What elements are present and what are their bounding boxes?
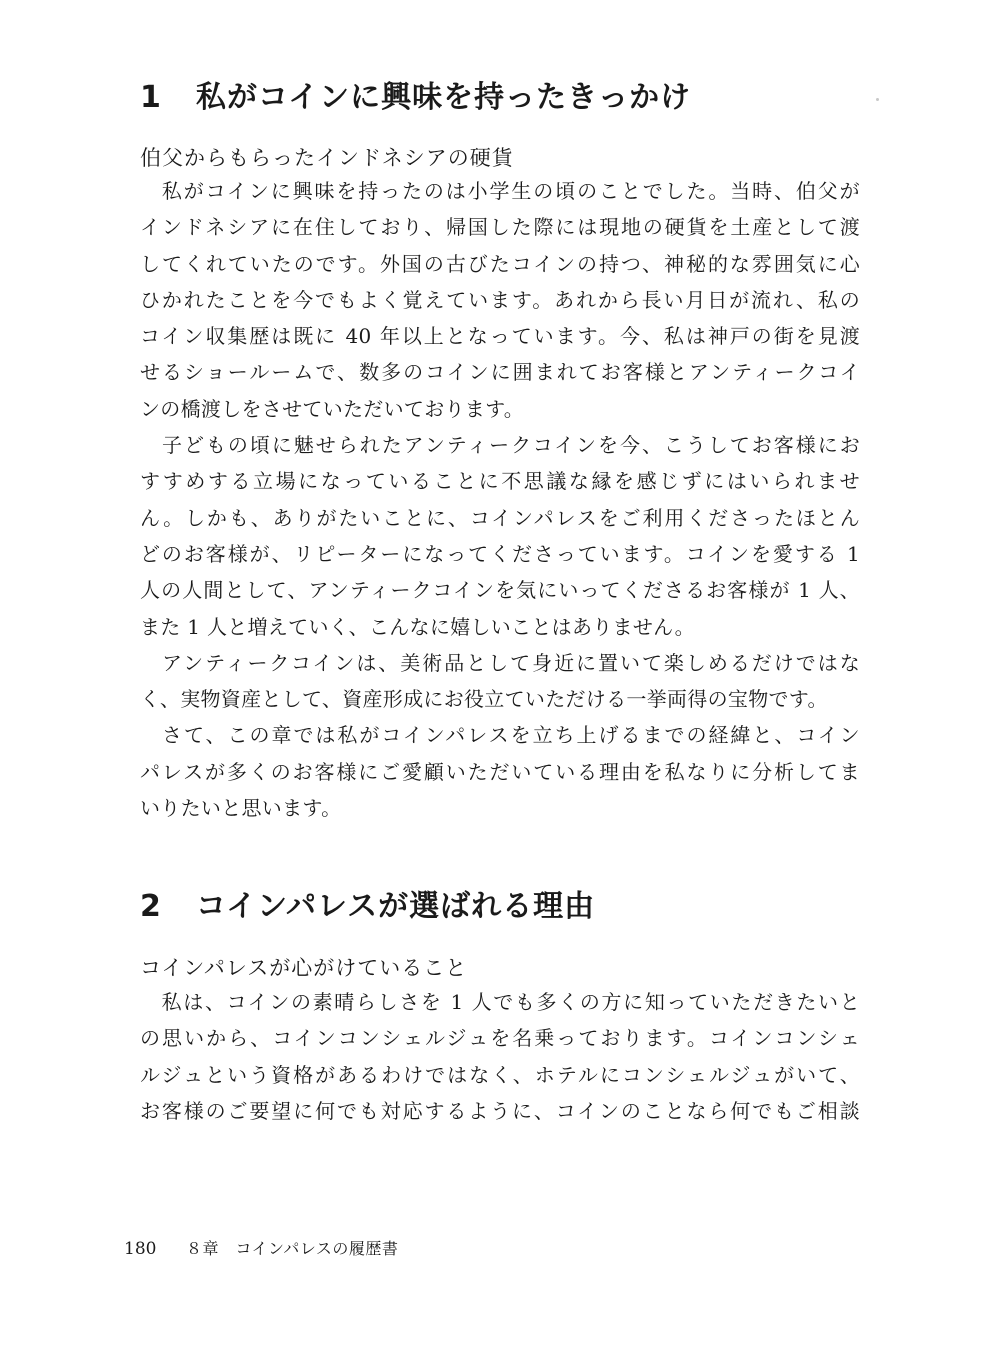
section-2-heading <box>140 887 595 927</box>
page-footer <box>124 1237 398 1261</box>
paragraph-line: ひかれたことを今でもよく覚えています。あれから長い月日が流れ、私の <box>140 287 860 312</box>
section-2-subheading: コインパレスが心がけていること <box>140 956 468 980</box>
page-number: 180 <box>124 1239 157 1259</box>
section-1-body <box>140 173 860 826</box>
paragraph-line: してくれていたのです。外国の古びたコインの持つ、神秘的な雰囲気に心 <box>140 251 860 276</box>
running-chapter-title: ８章 コインパレスの履歴書 <box>186 1239 399 1258</box>
paragraph-line: アンティークコインは、美術品として身近に置いて楽しめるだけではな <box>140 650 860 675</box>
paragraph-line: 人の人間として、アンティークコインを気にいってくださるお客様が 1 人、 <box>140 578 860 603</box>
paragraph-line: どのお客様が、リピーターになってくださっています。コインを愛する 1 <box>140 541 860 566</box>
scan-speck <box>876 98 879 101</box>
paragraph-line: すすめする立場になっていることに不思議な縁を感じずにはいられませ <box>140 469 860 494</box>
section-2-number: 2 <box>140 889 162 924</box>
paragraph-line: ンの橋渡しをさせていただいております。 <box>140 396 525 421</box>
paragraph-line: せるショールームで、数多のコインに囲まれてお客様とアンティークコイ <box>140 360 860 385</box>
section-1-title: 私がコインに興味を持ったきっかけ <box>196 80 692 115</box>
paragraph-line: 子どもの頃に魅せられたアンティークコインを今、こうしてお客様にお <box>140 433 860 458</box>
section-1-heading <box>140 78 691 118</box>
section-1-subheading: 伯父からもらったインドネシアの硬貨 <box>140 146 514 170</box>
paragraph-line: 私は、コインの素晴らしさを 1 人でも多くの方に知っていただきたいと <box>140 990 860 1014</box>
paragraph-line: パレスが多くのお客様にご愛顧いただいている理由を私なりに分析してま <box>140 759 860 784</box>
paragraph-line: お客様のご要望に何でも対応するように、コインのことなら何でもご相談 <box>140 1098 860 1123</box>
paragraph-line: 私がコインに興味を持ったのは小学生の頃のことでした。当時、伯父が <box>140 179 860 203</box>
section-2-body <box>140 984 860 1129</box>
section-1-number: 1 <box>140 80 162 115</box>
paragraph-line: ん。しかも、ありがたいことに、コインパレスをご利用くださったほとん <box>140 505 860 530</box>
paragraph-line: インドネシアに在住しており、帰国した際には現地の硬貨を土産として渡 <box>140 215 860 240</box>
paragraph-line: さて、この章では私がコインパレスを立ち上げるまでの経緯と、コイン <box>140 723 860 748</box>
section-2-title: コインパレスが選ばれる理由 <box>196 889 596 924</box>
paragraph-line: いりたいと思います。 <box>140 796 342 821</box>
paragraph-line: の思いから、コインコンシェルジュを名乗っております。コインコンシェ <box>140 1026 860 1051</box>
paragraph-line: コイン収集歴は既に 40 年以上となっています。今、私は神戸の街を見渡 <box>140 324 860 349</box>
paragraph-line: ルジュという資格があるわけではなく、ホテルにコンシェルジュがいて、 <box>140 1062 860 1087</box>
paragraph-line: また 1 人と増えていく、こんなに嬉しいことはありません。 <box>140 614 695 639</box>
paragraph-line: く、実物資産として、資産形成にお役立ていただける一挙両得の宝物です。 <box>140 687 828 712</box>
